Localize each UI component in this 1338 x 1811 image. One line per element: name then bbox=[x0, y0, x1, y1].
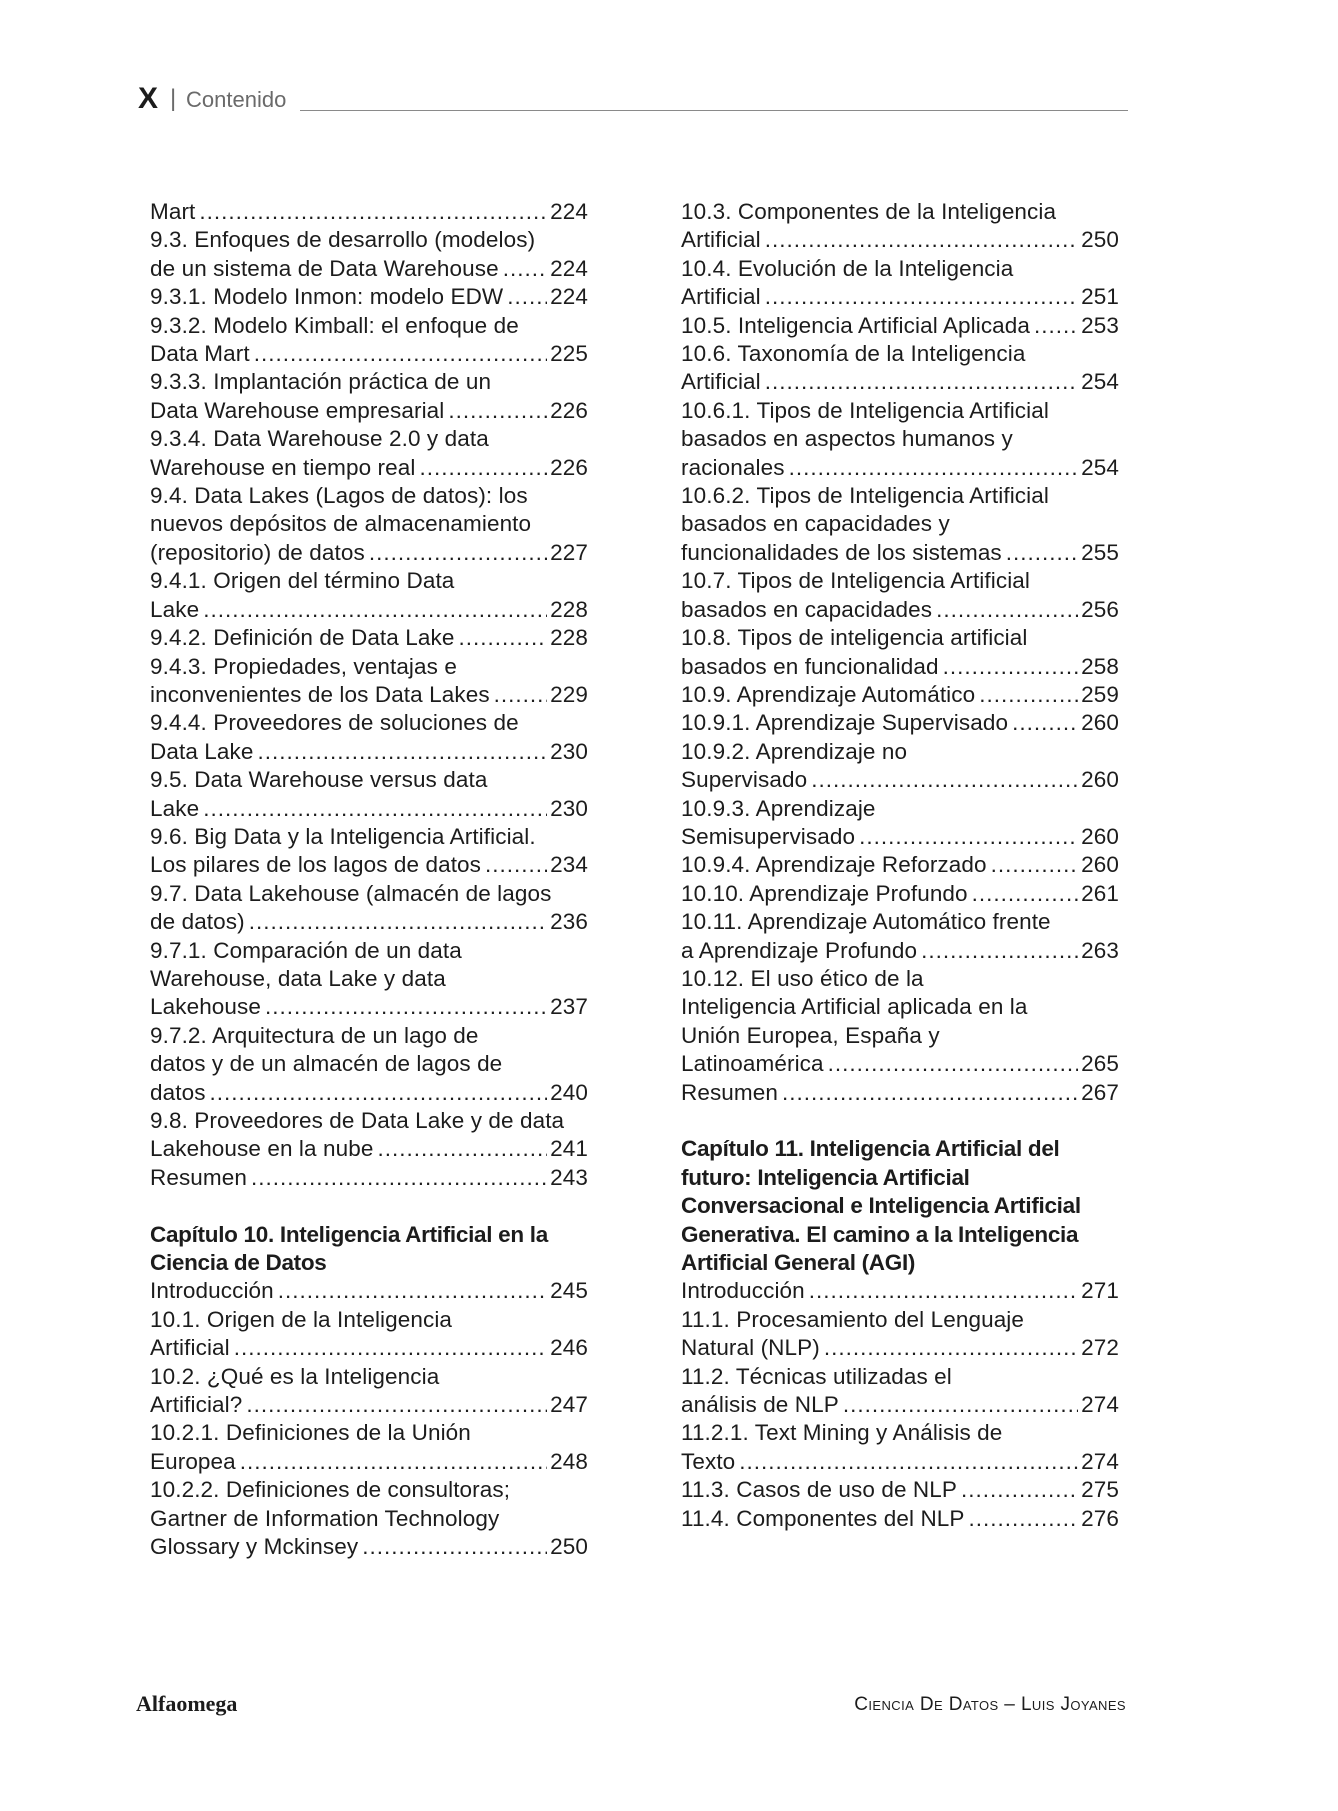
dot-leader bbox=[458, 624, 547, 652]
toc-page-number: 251 bbox=[1081, 284, 1119, 310]
toc-page-number: 260 bbox=[1081, 852, 1119, 878]
toc-entry-last-line bbox=[681, 937, 1119, 965]
toc-page-number: 256 bbox=[1081, 596, 1119, 622]
toc-entry-last-line bbox=[681, 454, 1119, 482]
toc-entry[interactable] bbox=[150, 937, 588, 1022]
header-section-title: Contenido bbox=[186, 87, 287, 112]
dot-leader bbox=[969, 1505, 1079, 1533]
toc-page-number: 263 bbox=[1081, 937, 1119, 963]
toc-entry-last-line bbox=[150, 738, 588, 766]
toc-entry-text: inconvenientes de los Data Lakes bbox=[150, 681, 490, 707]
toc-entry-text: 9.4.1. Origen del término Data bbox=[150, 568, 455, 594]
toc-entry-text: Data Lake bbox=[150, 738, 254, 764]
toc-page-number: 228 bbox=[550, 596, 588, 622]
chapter-title-line: Ciencia de Datos bbox=[150, 1250, 327, 1276]
toc-entry[interactable] bbox=[150, 226, 588, 283]
chapter-title-line: Artificial General (AGI) bbox=[681, 1250, 916, 1276]
toc-entry-text: 10.9.2. Aprendizaje no bbox=[681, 738, 908, 764]
toc-entry-last-line bbox=[150, 795, 588, 823]
toc-page-number: 227 bbox=[550, 539, 588, 565]
toc-entry-text: Artificial bbox=[681, 369, 761, 395]
toc-entry-last-line bbox=[150, 1334, 588, 1362]
toc-entry-text: basados en aspectos humanos y bbox=[681, 426, 1013, 452]
dot-leader bbox=[240, 1448, 547, 1476]
toc-entry-last-line bbox=[150, 340, 588, 368]
toc-entry-text: 11.2. Técnicas utilizadas el bbox=[681, 1363, 952, 1389]
toc-entry[interactable] bbox=[681, 312, 1119, 340]
toc-entry-text: basados en funcionalidad bbox=[681, 653, 939, 679]
dot-leader bbox=[257, 738, 547, 766]
header-separator: | bbox=[170, 85, 177, 112]
toc-entry-text: 10.8. Tipos de inteligencia artificial bbox=[681, 625, 1028, 651]
toc-entry-text: 10.6. Taxonomía de la Inteligencia bbox=[681, 341, 1026, 367]
toc-entry-last-line bbox=[150, 255, 588, 283]
toc-page-number: 243 bbox=[550, 1164, 588, 1190]
dot-leader bbox=[921, 937, 1078, 965]
toc-entry[interactable] bbox=[681, 482, 1119, 567]
dot-leader bbox=[203, 596, 547, 624]
toc-entry-text: 10.9.3. Aprendizaje bbox=[681, 795, 876, 821]
toc-entry-text: 9.6. Big Data y la Inteligencia Artificial. bbox=[150, 823, 536, 849]
toc-entry-text: Natural (NLP) bbox=[681, 1335, 820, 1361]
toc-entry-last-line bbox=[150, 1277, 588, 1305]
toc-entry-text: 10.4. Evolución de la Inteligencia bbox=[681, 255, 1014, 281]
toc-page-number: 275 bbox=[1081, 1477, 1119, 1503]
toc-entry[interactable] bbox=[150, 1419, 588, 1476]
toc-entry[interactable] bbox=[681, 1079, 1119, 1107]
toc-page-number: 274 bbox=[1081, 1392, 1119, 1418]
toc-entry-last-line bbox=[681, 709, 1119, 737]
dot-leader bbox=[943, 653, 1079, 681]
toc-page-number: 224 bbox=[550, 199, 588, 224]
toc-entry-text: 9.8. Proveedores de Data Lake y de data bbox=[150, 1108, 565, 1133]
toc-entry[interactable] bbox=[681, 1476, 1119, 1504]
dot-leader bbox=[843, 1391, 1078, 1419]
publisher-logo: Alfaomega bbox=[136, 1691, 238, 1716]
toc-entry[interactable] bbox=[681, 1306, 1119, 1363]
toc-entry[interactable] bbox=[681, 709, 1119, 737]
toc-left-column bbox=[150, 198, 588, 1561]
toc-entry-text: 10.2.2. Definiciones de consultoras; bbox=[150, 1477, 511, 1503]
dot-leader bbox=[485, 851, 547, 879]
toc-entry-text: Lake bbox=[150, 795, 200, 821]
toc-page-number: 259 bbox=[1081, 681, 1119, 707]
toc-entry-text: basados en capacidades y bbox=[681, 511, 950, 537]
toc-entry-text: 9.4. Data Lakes (Lagos de datos): los bbox=[150, 483, 528, 509]
toc-entry-text: 9.4.2. Definición de Data Lake bbox=[150, 625, 455, 651]
toc-entry-last-line bbox=[681, 1448, 1119, 1476]
dot-leader bbox=[249, 908, 547, 936]
toc-page-number: 226 bbox=[550, 454, 588, 480]
chapter-title-line: Generativa. El camino a la Inteligencia bbox=[681, 1221, 1079, 1247]
toc-page-number: 230 bbox=[550, 795, 588, 821]
dot-leader bbox=[765, 368, 1078, 396]
toc-page-number: 234 bbox=[550, 852, 588, 878]
toc-entry-last-line bbox=[681, 1391, 1119, 1419]
toc-page-number: 254 bbox=[1081, 369, 1119, 395]
toc-page-number: 245 bbox=[550, 1278, 588, 1304]
toc-entry-last-line bbox=[150, 1448, 588, 1476]
toc-entry-text: Los pilares de los lagos de datos bbox=[150, 852, 482, 878]
dot-leader bbox=[991, 851, 1079, 879]
toc-entry[interactable] bbox=[150, 880, 588, 937]
toc-entry[interactable] bbox=[681, 198, 1119, 255]
dot-leader bbox=[199, 198, 547, 226]
toc-page-number: 267 bbox=[1081, 1079, 1119, 1105]
toc-entry-last-line bbox=[681, 1334, 1119, 1362]
toc-entry-last-line bbox=[681, 368, 1119, 396]
toc-entry-last-line bbox=[150, 539, 588, 567]
toc-page-number: 260 bbox=[1081, 823, 1119, 849]
toc-entry-text: 10.10. Aprendizaje Profundo bbox=[681, 880, 968, 906]
toc-entry[interactable] bbox=[681, 908, 1119, 965]
toc-entry-text: Artificial bbox=[681, 227, 761, 253]
toc-entry-text: Europea bbox=[150, 1448, 236, 1474]
toc-page-number: 229 bbox=[550, 681, 588, 707]
toc-entry-text: Lake bbox=[150, 596, 200, 622]
toc-entry-text: 9.3.2. Modelo Kimball: el enfoque de bbox=[150, 312, 519, 338]
toc-entry[interactable] bbox=[150, 624, 588, 652]
dot-leader bbox=[254, 340, 547, 368]
toc-page-number: 250 bbox=[1081, 227, 1119, 253]
dot-leader bbox=[789, 454, 1079, 482]
toc-page-number: 253 bbox=[1081, 312, 1119, 338]
toc-entry-last-line bbox=[681, 880, 1119, 908]
toc-page-number: 272 bbox=[1081, 1335, 1119, 1361]
toc-entry[interactable] bbox=[681, 1363, 1119, 1420]
toc-entry[interactable] bbox=[681, 397, 1119, 482]
toc-entry-text: 9.7.1. Comparación de un data bbox=[150, 937, 462, 963]
toc-entry-text: Resumen bbox=[681, 1079, 778, 1105]
dot-leader bbox=[251, 1164, 547, 1192]
toc-entry[interactable] bbox=[150, 482, 588, 567]
toc-entry-last-line bbox=[681, 851, 1119, 879]
toc-entry[interactable] bbox=[681, 681, 1119, 709]
toc-entry-last-line bbox=[681, 823, 1119, 851]
dot-leader bbox=[377, 1135, 547, 1163]
toc-right-entries bbox=[681, 198, 1119, 1107]
dot-leader bbox=[972, 880, 1078, 908]
dot-leader bbox=[961, 1476, 1078, 1504]
toc-entry[interactable] bbox=[681, 738, 1119, 795]
toc-entry[interactable] bbox=[681, 567, 1119, 624]
toc-entry-text: Unión Europea, España y bbox=[681, 1022, 940, 1048]
toc-entry-text: datos bbox=[150, 1079, 206, 1105]
toc-entry-last-line bbox=[150, 908, 588, 936]
toc-entry[interactable] bbox=[681, 340, 1119, 397]
toc-entry-last-line bbox=[681, 226, 1119, 254]
dot-leader bbox=[979, 681, 1078, 709]
toc-entry-last-line bbox=[150, 454, 588, 482]
toc-entry-text: nuevos depósitos de almacenamiento bbox=[150, 511, 532, 537]
header-rule bbox=[300, 110, 1128, 111]
toc-page-number: 271 bbox=[1081, 1278, 1119, 1304]
toc-entry[interactable] bbox=[150, 425, 588, 482]
dot-leader bbox=[203, 795, 547, 823]
toc-entry-text: Mart bbox=[150, 199, 196, 224]
toc-entry-text: Artificial bbox=[681, 284, 761, 310]
toc-entry[interactable] bbox=[150, 709, 588, 766]
dot-leader bbox=[278, 1277, 547, 1305]
toc-page-number: 246 bbox=[550, 1335, 588, 1361]
toc-entry[interactable] bbox=[681, 255, 1119, 312]
chapter-11-entries bbox=[681, 1277, 1119, 1533]
toc-entry-text: Latinoamérica bbox=[681, 1051, 824, 1077]
dot-leader bbox=[507, 283, 547, 311]
toc-page-number: 225 bbox=[550, 341, 588, 367]
toc-entry-text: 10.3. Componentes de la Inteligencia bbox=[681, 199, 1057, 224]
toc-entry[interactable] bbox=[681, 965, 1119, 1079]
toc-entry-text: 9.3.1. Modelo Inmon: modelo EDW bbox=[150, 284, 504, 310]
dot-leader bbox=[859, 823, 1078, 851]
toc-entry-text: Artificial bbox=[150, 1335, 230, 1361]
toc-page-number: 250 bbox=[550, 1534, 588, 1560]
chapter-10-heading bbox=[150, 1221, 588, 1278]
toc-page-number: 255 bbox=[1081, 539, 1119, 565]
toc-entry[interactable] bbox=[681, 880, 1119, 908]
toc-page-number: 258 bbox=[1081, 653, 1119, 679]
toc-entry-last-line bbox=[150, 1079, 588, 1107]
toc-entry-text: Data Warehouse empresarial bbox=[150, 397, 445, 423]
toc-entry-text: 11.1. Procesamiento del Lenguaje bbox=[681, 1306, 1025, 1332]
toc-entry[interactable] bbox=[150, 198, 588, 226]
toc-entry-text: 9.7.2. Arquitectura de un lago de bbox=[150, 1022, 479, 1048]
toc-page-number: 265 bbox=[1081, 1051, 1119, 1077]
toc-page-number: 261 bbox=[1081, 880, 1119, 906]
toc-entry-text: 9.3.4. Data Warehouse 2.0 y data bbox=[150, 426, 489, 452]
toc-entry-text: 10.9.1. Aprendizaje Supervisado bbox=[681, 710, 1009, 736]
toc-entry-text: funcionalidades de los sistemas bbox=[681, 539, 1002, 565]
dot-leader bbox=[809, 1277, 1078, 1305]
toc-entry-last-line bbox=[150, 624, 588, 652]
dot-leader bbox=[765, 226, 1078, 254]
toc-page-number: 254 bbox=[1081, 454, 1119, 480]
toc-entry-text: 9.3.3. Implantación práctica de un bbox=[150, 369, 492, 395]
toc-page-number: 248 bbox=[550, 1448, 588, 1474]
toc-entry-text: 10.9. Aprendizaje Automático bbox=[681, 681, 976, 707]
toc-entry-text: Data Mart bbox=[150, 341, 250, 367]
toc-entry-text: Resumen bbox=[150, 1164, 247, 1190]
toc-entry-text: 9.7. Data Lakehouse (almacén de lagos bbox=[150, 880, 552, 906]
dot-leader bbox=[362, 1533, 547, 1561]
toc-entry-text: Supervisado bbox=[681, 767, 808, 793]
toc-entry-last-line bbox=[150, 198, 588, 226]
toc-entry-last-line bbox=[150, 993, 588, 1021]
toc-entry-text: 11.2.1. Text Mining y Análisis de bbox=[681, 1420, 1003, 1446]
dot-leader bbox=[936, 596, 1078, 624]
dot-leader bbox=[765, 283, 1078, 311]
toc-entry-text: racionales bbox=[681, 454, 785, 480]
toc-entry-last-line bbox=[681, 653, 1119, 681]
toc-entry-last-line bbox=[681, 1277, 1119, 1305]
toc-entry-text: de datos) bbox=[150, 909, 245, 935]
toc-entry[interactable] bbox=[681, 1419, 1119, 1476]
toc-entry-text: 10.6.1. Tipos de Inteligencia Artificial bbox=[681, 397, 1049, 423]
dot-leader bbox=[210, 1079, 548, 1107]
toc-entry-text: 10.9.4. Aprendizaje Reforzado bbox=[681, 852, 987, 878]
dot-leader bbox=[1012, 709, 1078, 737]
toc-page-number: 230 bbox=[550, 738, 588, 764]
dot-leader bbox=[246, 1391, 547, 1419]
toc-page-number: 260 bbox=[1081, 767, 1119, 793]
toc-entry[interactable] bbox=[150, 1022, 588, 1107]
toc-entry-text: de un sistema de Data Warehouse bbox=[150, 255, 499, 281]
chapter-10-entries bbox=[150, 1277, 588, 1561]
toc-entry-text: 9.3. Enfoques de desarrollo (modelos) bbox=[150, 227, 536, 253]
toc-entry-text: 10.1. Origen de la Inteligencia bbox=[150, 1306, 453, 1332]
toc-entry-text: datos y de un almacén de lagos de bbox=[150, 1051, 503, 1077]
toc-entry-text: (repositorio) de datos bbox=[150, 539, 365, 565]
toc-entry-text: Warehouse en tiempo real bbox=[150, 454, 416, 480]
toc-entry-text: Warehouse, data Lake y data bbox=[150, 965, 446, 991]
dot-leader bbox=[419, 454, 547, 482]
toc-page-number: 237 bbox=[550, 994, 588, 1020]
toc-entry-text: 10.2.1. Definiciones de la Unión bbox=[150, 1420, 471, 1446]
toc-entry[interactable] bbox=[150, 1306, 588, 1363]
toc-entry-last-line bbox=[150, 681, 588, 709]
toc-entry[interactable] bbox=[150, 312, 588, 369]
toc-entry-text: basados en capacidades bbox=[681, 596, 933, 622]
toc-entry-text: Inteligencia Artificial aplicada en la bbox=[681, 994, 1028, 1020]
toc-entry-last-line bbox=[681, 766, 1119, 794]
toc-entry-text: 10.6.2. Tipos de Inteligencia Artificial bbox=[681, 483, 1049, 509]
toc-entry[interactable] bbox=[681, 851, 1119, 879]
toc-entry-text: 10.11. Aprendizaje Automático frente bbox=[681, 909, 1051, 935]
toc-entry-text: a Aprendizaje Profundo bbox=[681, 937, 918, 963]
toc-entry-last-line bbox=[681, 1050, 1119, 1078]
chapter-title-line: Capítulo 10. Inteligencia Artificial en la bbox=[150, 1221, 548, 1247]
toc-entry-last-line bbox=[681, 1079, 1119, 1107]
chapter-title-line: futuro: Inteligencia Artificial bbox=[681, 1164, 970, 1190]
toc-page-number: 228 bbox=[550, 625, 588, 651]
toc-entry[interactable] bbox=[150, 1363, 588, 1420]
chapter-11-heading bbox=[681, 1135, 1119, 1277]
dot-leader bbox=[369, 539, 547, 567]
toc-entry-text: 10.7. Tipos de Inteligencia Artificial bbox=[681, 568, 1031, 594]
toc-entry-text: Lakehouse en la nube bbox=[150, 1136, 374, 1162]
toc-page-number: 276 bbox=[1081, 1505, 1119, 1531]
toc-entry-last-line bbox=[681, 539, 1119, 567]
toc-entry-last-line bbox=[681, 1505, 1119, 1533]
toc-entry[interactable] bbox=[150, 1476, 588, 1561]
toc-entry-last-line bbox=[681, 681, 1119, 709]
toc-entry-last-line bbox=[150, 283, 588, 311]
dot-leader bbox=[448, 397, 547, 425]
toc-page-number: 274 bbox=[1081, 1448, 1119, 1474]
toc-entry[interactable] bbox=[150, 823, 588, 880]
toc-entry[interactable] bbox=[150, 368, 588, 425]
dot-leader bbox=[811, 766, 1078, 794]
toc-entry-text: 10.5. Inteligencia Artificial Aplicada bbox=[681, 312, 1031, 338]
toc-entry-text: Lakehouse bbox=[150, 994, 261, 1020]
dot-leader bbox=[265, 993, 547, 1021]
page-header bbox=[138, 82, 1128, 116]
dot-leader bbox=[494, 681, 547, 709]
toc-entry-text: 11.4. Componentes del NLP bbox=[681, 1505, 965, 1531]
toc-entry-text: 9.4.4. Proveedores de soluciones de bbox=[150, 710, 519, 736]
dot-leader bbox=[824, 1334, 1078, 1362]
toc-entry-last-line bbox=[150, 596, 588, 624]
toc-entry-text: Introducción bbox=[150, 1278, 274, 1304]
toc-entry-text: Introducción bbox=[681, 1278, 805, 1304]
toc-page-number: 226 bbox=[550, 397, 588, 423]
dot-leader bbox=[782, 1079, 1078, 1107]
toc-entry-text: 10.12. El uso ético de la bbox=[681, 965, 924, 991]
dot-leader bbox=[828, 1050, 1079, 1078]
toc-entry[interactable] bbox=[150, 283, 588, 311]
dot-leader bbox=[503, 255, 547, 283]
toc-page-number: 241 bbox=[550, 1136, 588, 1162]
toc-page-number: 224 bbox=[550, 284, 588, 310]
toc-entry-last-line bbox=[681, 596, 1119, 624]
toc-page-number: 247 bbox=[550, 1392, 588, 1418]
toc-entry-last-line bbox=[150, 851, 588, 879]
toc-entry-last-line bbox=[150, 1135, 588, 1163]
toc-entry-last-line bbox=[681, 283, 1119, 311]
toc-entry-last-line bbox=[681, 312, 1119, 340]
toc-entry-text: 9.4.3. Propiedades, ventajas e bbox=[150, 653, 457, 679]
chapter-title-line: Conversacional e Inteligencia Artificial bbox=[681, 1193, 1081, 1219]
toc-entry-text: análisis de NLP bbox=[681, 1392, 839, 1418]
toc-entry-last-line bbox=[150, 1533, 588, 1561]
dot-leader bbox=[234, 1334, 547, 1362]
toc-page-number: 260 bbox=[1081, 710, 1119, 736]
toc-entry-last-line bbox=[681, 1476, 1119, 1504]
toc-right-column bbox=[681, 198, 1119, 1533]
dot-leader bbox=[739, 1448, 1078, 1476]
toc-entry-last-line bbox=[150, 1164, 588, 1192]
toc-entry[interactable] bbox=[150, 766, 588, 823]
chapter-title-line: Capítulo 11. Inteligencia Artificial del bbox=[681, 1136, 1060, 1162]
toc-entry-text: Glossary y Mckinsey bbox=[150, 1534, 359, 1560]
toc-entry-last-line bbox=[150, 1391, 588, 1419]
toc-entry[interactable] bbox=[681, 1277, 1119, 1305]
toc-entry-text: 10.2. ¿Qué es la Inteligencia bbox=[150, 1363, 440, 1389]
toc-entry[interactable] bbox=[150, 1107, 588, 1164]
toc-left-entries bbox=[150, 198, 588, 1192]
dot-leader bbox=[1034, 312, 1078, 340]
toc-page-number: 236 bbox=[550, 909, 588, 935]
toc-entry-text: 9.5. Data Warehouse versus data bbox=[150, 767, 488, 793]
toc-entry[interactable] bbox=[681, 795, 1119, 852]
dot-leader bbox=[1006, 539, 1078, 567]
toc-entry[interactable] bbox=[681, 624, 1119, 681]
toc-entry-text: Artificial? bbox=[150, 1392, 243, 1418]
book-title-footer: Ciencia De Datos – Luis Joyanes bbox=[854, 1694, 1126, 1715]
toc-page-number: 240 bbox=[550, 1079, 588, 1105]
toc-entry-text: Texto bbox=[681, 1448, 736, 1474]
toc-entry-text: Gartner de Information Technology bbox=[150, 1505, 500, 1531]
toc-entry[interactable] bbox=[681, 1505, 1119, 1533]
toc-entry[interactable] bbox=[150, 653, 588, 710]
toc-entry[interactable] bbox=[150, 567, 588, 624]
toc-page-number: 224 bbox=[550, 255, 588, 281]
toc-entry[interactable] bbox=[150, 1277, 588, 1305]
toc-entry[interactable] bbox=[150, 1164, 588, 1192]
toc-entry-last-line bbox=[150, 397, 588, 425]
toc-entry-text: 11.3. Casos de uso de NLP bbox=[681, 1477, 958, 1503]
page-number: X bbox=[138, 82, 159, 115]
toc-entry-text: Semisupervisado bbox=[681, 823, 856, 849]
